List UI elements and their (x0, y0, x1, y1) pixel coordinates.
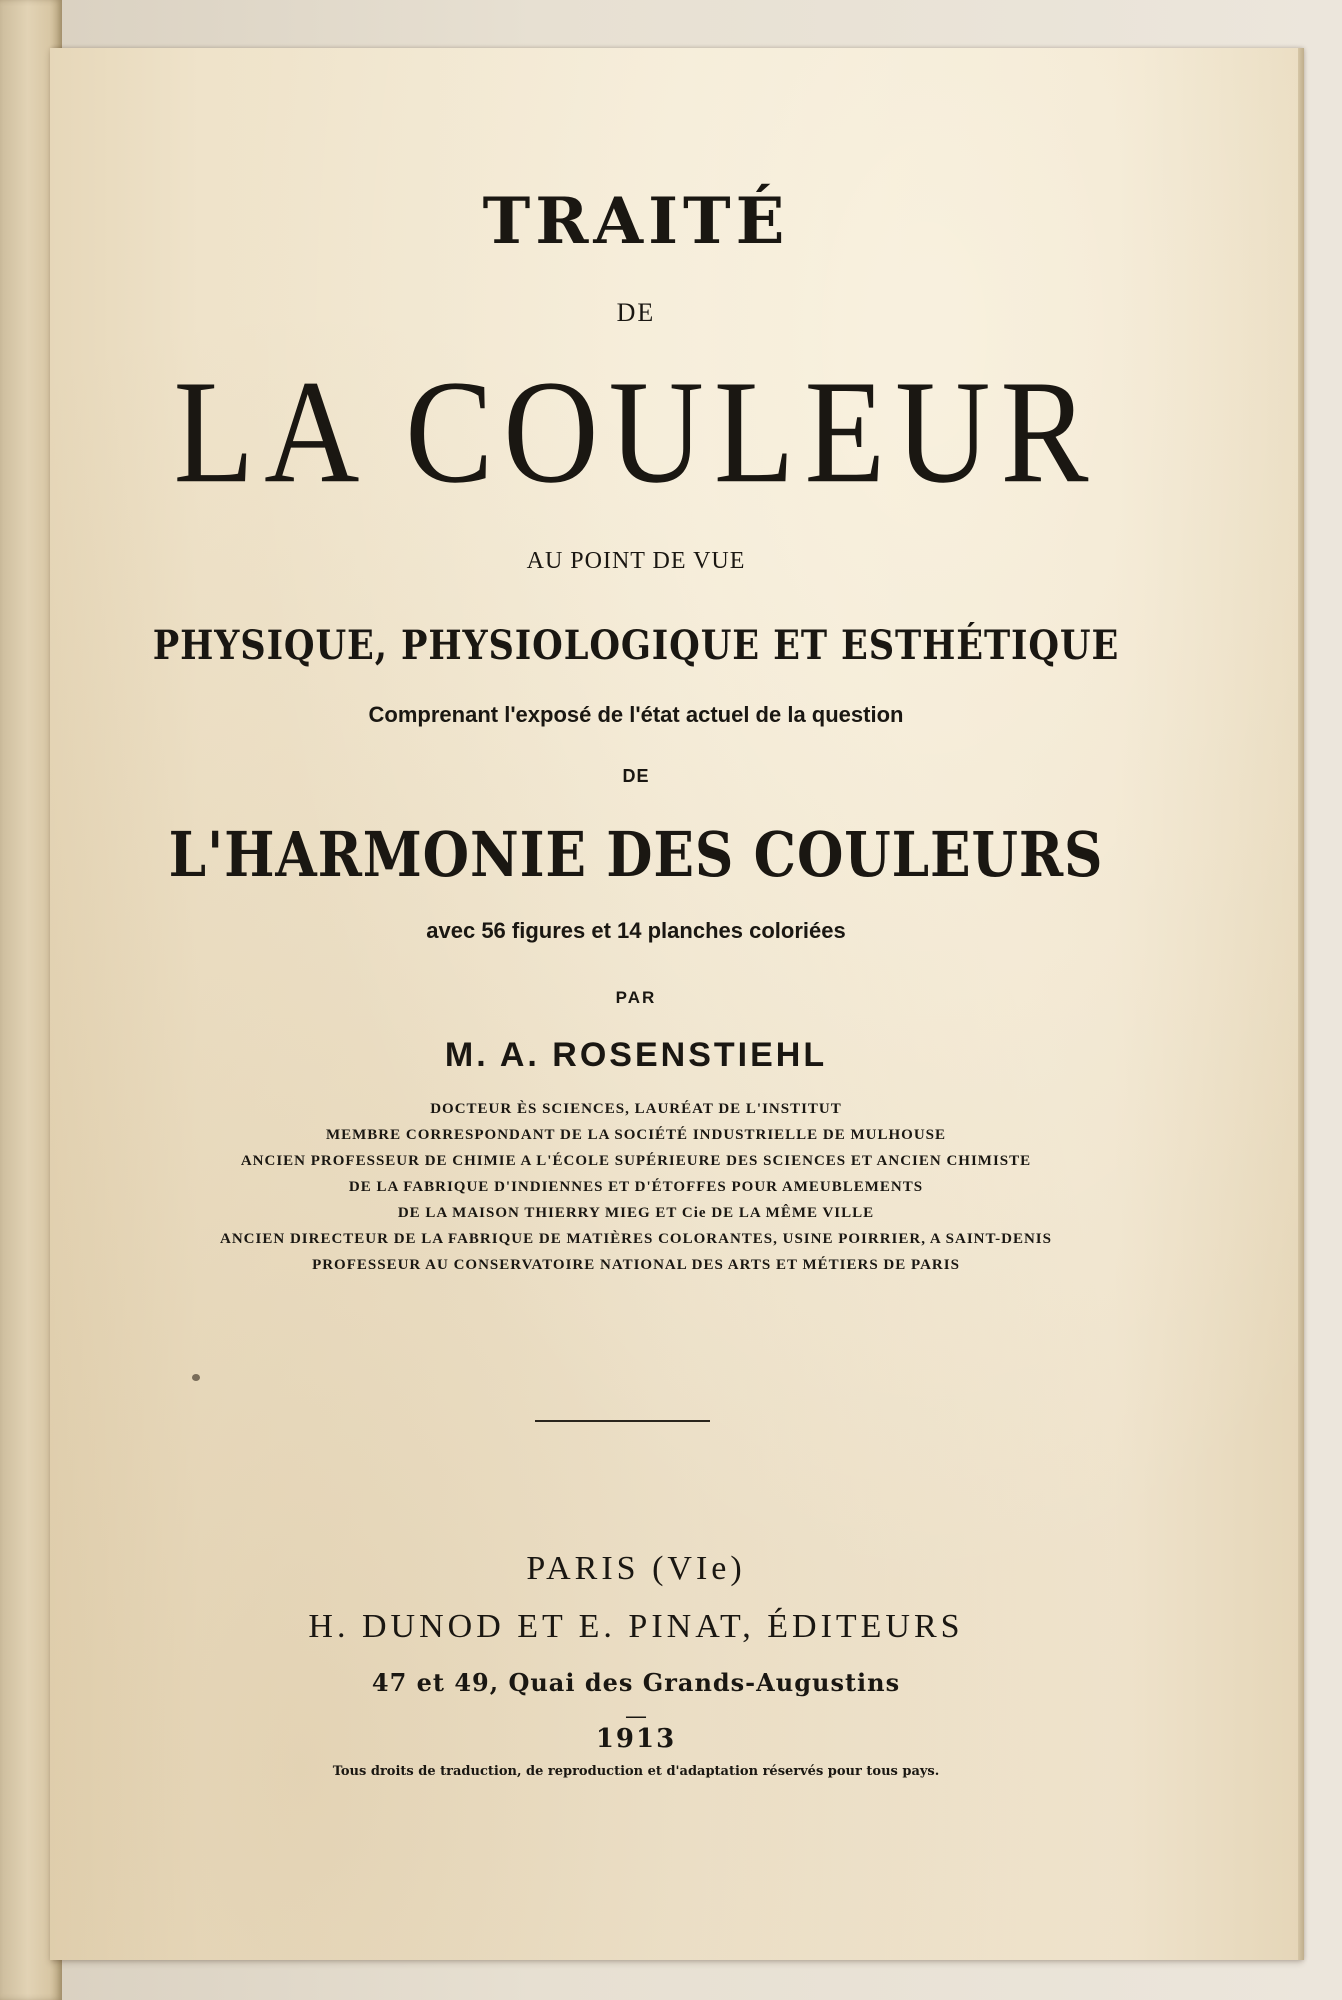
comprising-de: DE (622, 766, 650, 786)
by-label: PAR (615, 988, 657, 1007)
credential-line: DE LA FABRIQUE D'INDIENNES ET D'ÉTOFFES POUR AMEUBLEMENTS (348, 1179, 924, 1195)
title-de: DE (616, 298, 656, 327)
author-name: M. A. ROSENSTIEHL (444, 1036, 828, 1074)
ink-speck (192, 1374, 200, 1381)
credential-line: DOCTEUR ÈS SCIENCES, LAURÉAT DE L'INSTITUT (430, 1101, 842, 1117)
figures-note: avec 56 figures et 14 planches coloriées (426, 918, 846, 943)
imprint-publishers: H. DUNOD ET E. PINAT, ÉDITEURS (308, 1608, 964, 1645)
title-page-content (50, 48, 1302, 1960)
credential-line: ANCIEN PROFESSEUR DE CHIMIE A L'ÉCOLE SUPÉRIEURE DES SCIENCES ET ANCIEN CHIMISTE (240, 1153, 1032, 1169)
credential-line: DE LA MAISON THIERRY MIEG ET Cie DE LA MÊME VILLE (397, 1205, 875, 1221)
comprising-line: Comprenant l'exposé de l'état actuel de la question (368, 702, 904, 727)
main-title: LA COULEUR (173, 349, 1099, 514)
author-credentials (50, 1096, 1222, 1278)
credential-line: MEMBRE CORRESPONDANT DE LA SOCIÉTÉ INDUSTRIELLE DE MULHOUSE (325, 1127, 947, 1143)
page-edge (1298, 48, 1304, 1960)
imprint-separator: — (625, 1704, 647, 1729)
rights-notice: Tous droits de traduction, de reproduction et d'adaptation réservés pour tous pays. (332, 1764, 940, 1779)
imprint-address: 47 et 49, Quai des Grands-Augustins (371, 1668, 901, 1697)
subtitle-intro: AU POINT DE VUE (526, 548, 746, 574)
title-page (50, 48, 1302, 1960)
credential-line: ANCIEN DIRECTEUR DE LA FABRIQUE DE MATIÈRES COLORANTES, USINE POIRRIER, A SAINT-DENIS (220, 1231, 1052, 1247)
imprint-year: 1913 (595, 1724, 677, 1754)
imprint-city: PARIS (VIe) (526, 1550, 746, 1587)
title-traite: TRAITÉ (482, 184, 790, 259)
credential-line: PROFESSEUR AU CONSERVATOIRE NATIONAL DES ARTS ET MÉTIERS DE PARIS (312, 1257, 960, 1273)
divider-rule (535, 1420, 710, 1422)
subtitle-main: PHYSIQUE, PHYSIOLOGIQUE ET ESTHÉTIQUE (152, 622, 1120, 669)
harmony-title: L'HARMONIE DES COULEURS (168, 818, 1104, 891)
